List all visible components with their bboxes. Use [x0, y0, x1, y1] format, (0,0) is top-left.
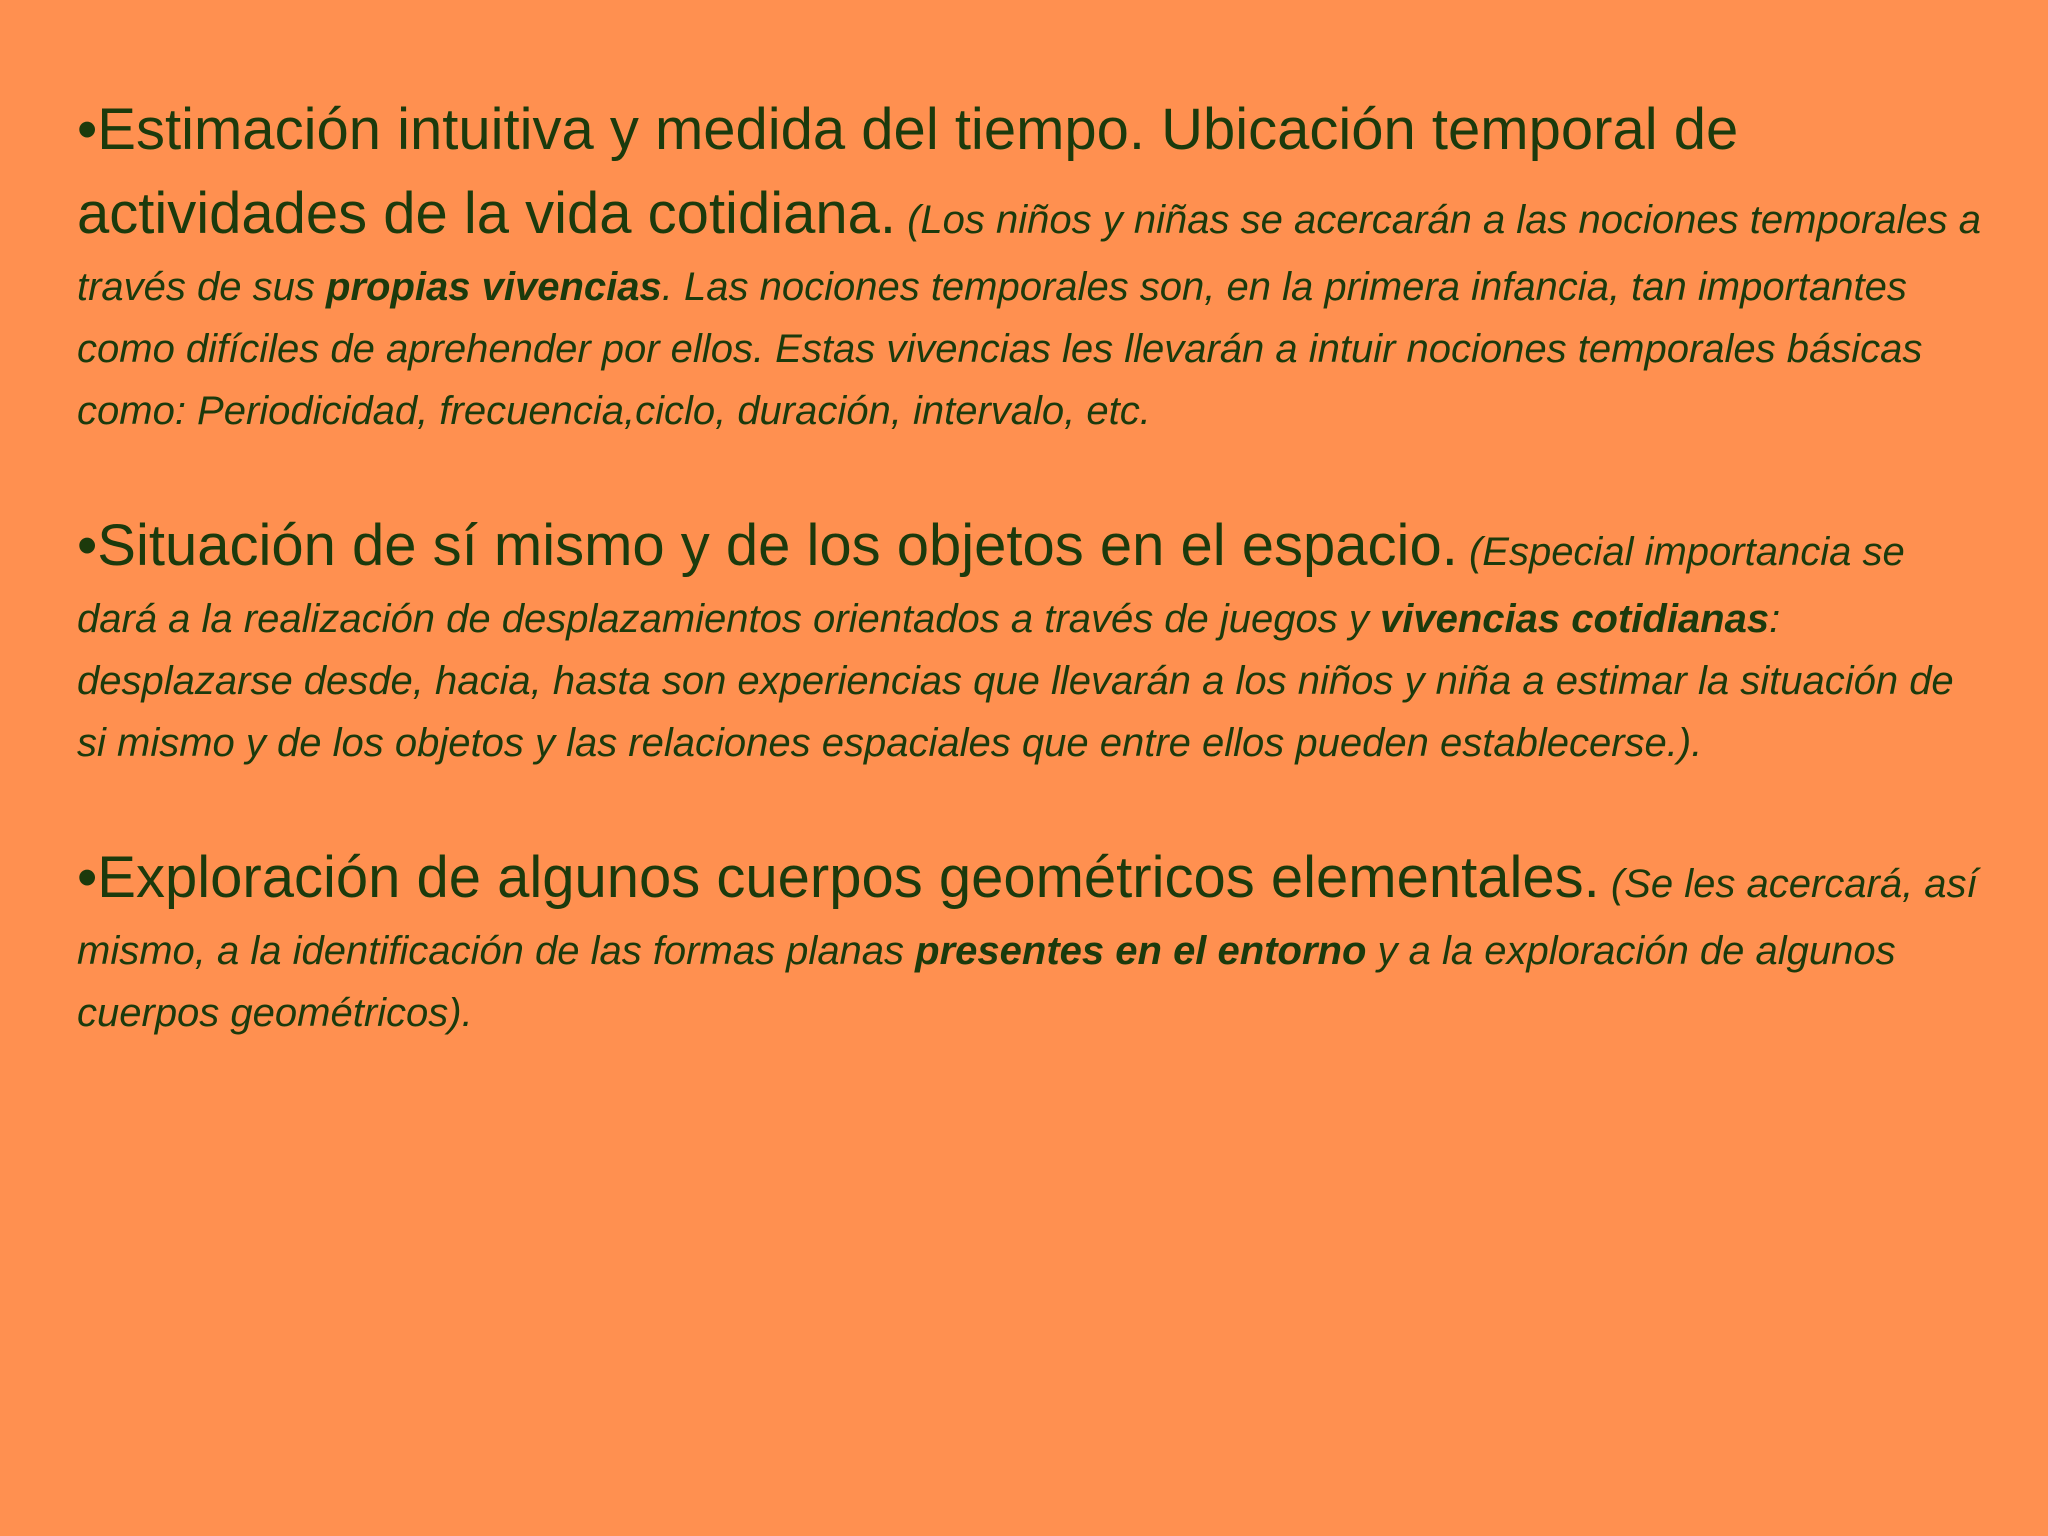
- bullet-space-situation: [77, 504, 1988, 774]
- note-text: (Especial importancia se dará a la realización de desplazamientos orientados a través de juegos y: [77, 530, 1905, 641]
- bullet-heading: •Estimación intuitiva y medida del tiempo. Ubicación temporal de actividades de la vida cotidiana.: [77, 97, 1739, 246]
- bullet-time-estimation: [77, 88, 1988, 442]
- note-emphasis: propias vivencias: [326, 265, 662, 309]
- note-text: (Se les acercará, así mismo, a la identificación de las formas planas: [77, 862, 1978, 973]
- note-text: y a la exploración de algunos cuerpos geométricos).: [77, 929, 1896, 1035]
- note-text: . Las nociones temporales son, en la primera infancia, tan importantes como difíciles de aprehender por ellos. Estas vivencias les llevarán a intuir nociones temporales básicas como: Periodicidad, frecuencia,ciclo, duración, intervalo, etc.: [77, 265, 1923, 433]
- note-emphasis: presentes en el entorno: [915, 929, 1367, 973]
- bullet-heading: •Exploración de algunos cuerpos geométricos elementales.: [77, 845, 1600, 910]
- bullet-geometric-bodies: [77, 836, 1988, 1044]
- bullet-heading: •Situación de sí mismo y de los objetos en el espacio.: [77, 513, 1458, 578]
- note-text: : desplazarse desde, hacia, hasta son experiencias que llevarán a los niños y niña a estimar la situación de si mismo y de los objetos y las relaciones espaciales que entre ellos pueden establecerse.).: [77, 597, 1954, 765]
- note-emphasis: vivencias cotidianas: [1380, 597, 1770, 641]
- note-text: (Los niños y niñas se acercarán a las nociones temporales a través de sus: [77, 198, 1982, 309]
